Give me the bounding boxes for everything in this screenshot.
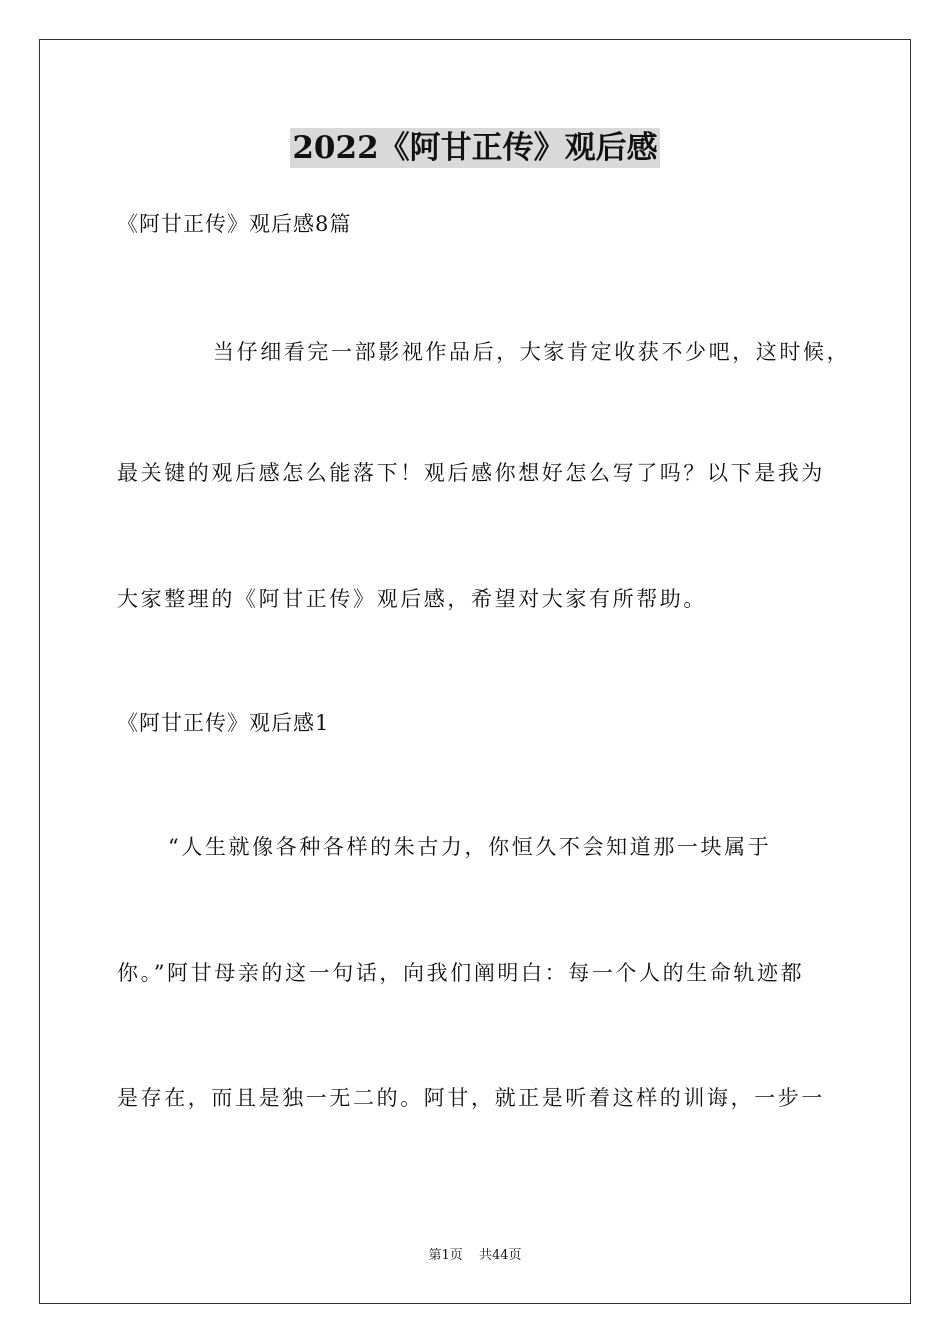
paragraph-1-line-3: 大家整理的《阿甘正传》观后感，希望对大家有所帮助。 <box>117 587 707 611</box>
section-heading: 《阿甘正传》观后感1 <box>117 711 330 735</box>
paragraph-1-line-1: 当仔细看完一部影视作品后，大家肯定收获不少吧，这时候， <box>213 340 851 364</box>
paragraph-1-line-2: 最关键的观后感怎么能落下！观后感你想好怎么写了吗？以下是我为 <box>117 461 825 485</box>
paragraph-2-line-1: “人生就像各种各样的朱古力，你恒久不会知道那一块属于 <box>168 835 772 859</box>
page-footer <box>0 1247 950 1265</box>
title-container <box>0 128 950 168</box>
document-title: 2022《阿甘正传》观后感 <box>292 130 658 166</box>
document-subtitle: 《阿甘正传》观后感8篇 <box>117 212 352 236</box>
paragraph-2-line-3: 是存在，而且是独一无二的。阿甘，就正是听着这样的训诲，一步一 <box>117 1086 825 1110</box>
paragraph-2-line-2: 你。”阿甘母亲的这一句话，向我们阐明白：每一个人的生命轨迹都 <box>117 961 805 985</box>
page-total: 共44页 <box>478 1248 522 1263</box>
page-number: 第1页 <box>428 1248 463 1263</box>
